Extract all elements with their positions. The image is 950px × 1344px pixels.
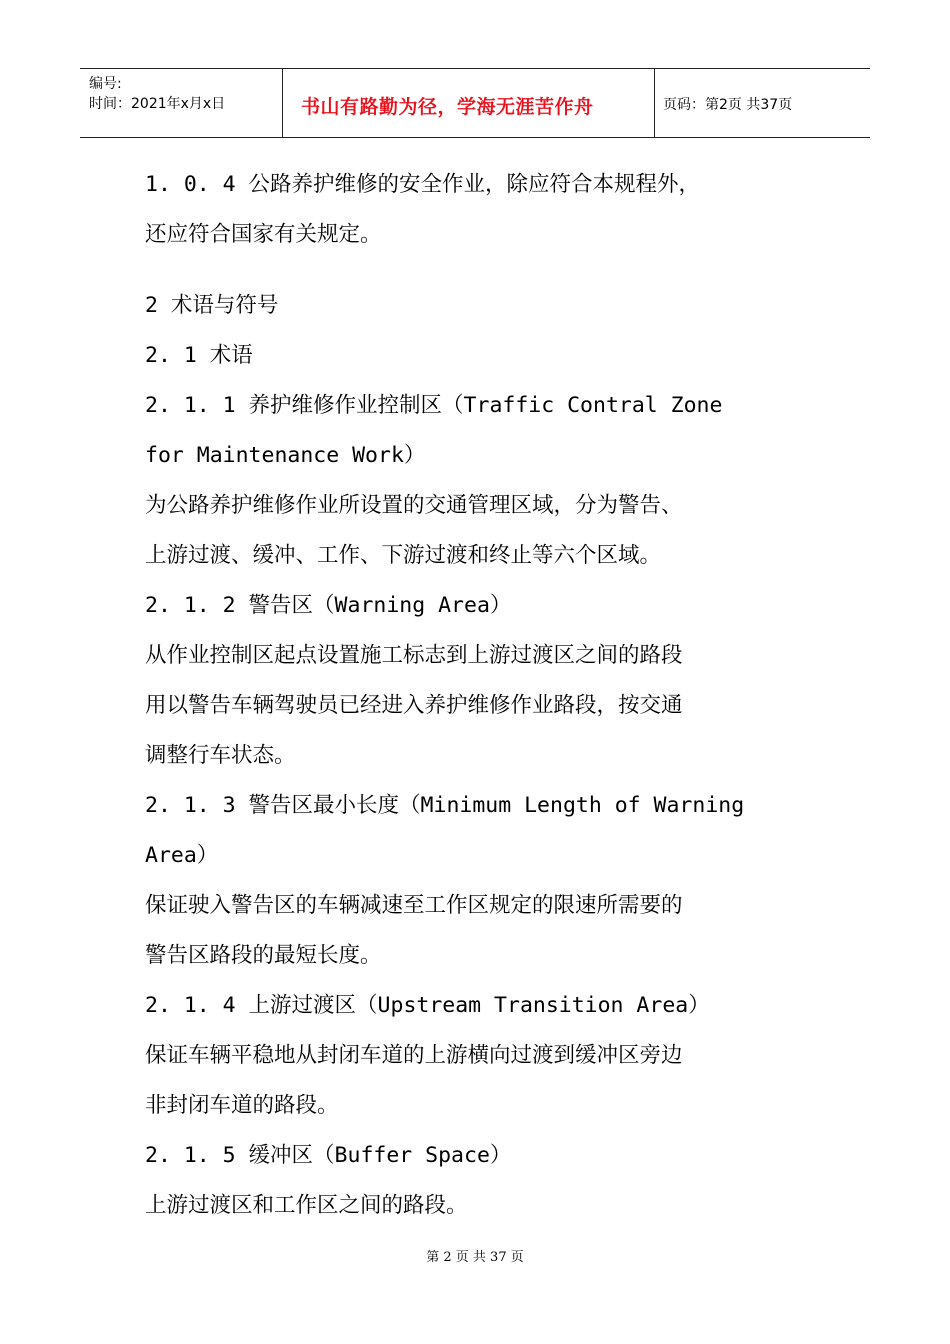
text-line: 还应符合国家有关规定。 (145, 222, 382, 247)
term-heading: 2. 1. 4 上游过渡区（Upstream Transition Area） (145, 993, 710, 1018)
term-heading: 2. 1. 1 养护维修作业控制区（Traffic Contral Zone (145, 393, 723, 418)
document-body (145, 160, 825, 1231)
text-line: 用以警告车辆驾驶员已经进入养护维修作业路段，按交通 (145, 693, 683, 718)
header-page-cell (655, 69, 870, 137)
text-line: 为公路养护维修作业所设置的交通管理区域，分为警告、 (145, 493, 683, 518)
text-line: 调整行车状态。 (145, 743, 296, 768)
page-footer: 第 2 页 共 37 页 (426, 1250, 524, 1265)
header-meta-cell (80, 69, 283, 137)
header-page-info: 页码：第2页 共37页 (663, 97, 793, 113)
term-heading: for Maintenance Work） (145, 443, 426, 468)
term-heading: 2. 1. 2 警告区（Warning Area） (145, 593, 512, 618)
text-line: 1. 0. 4 公路养护维修的安全作业，除应符合本规程外， (145, 172, 701, 197)
subsection-heading: 2. 1 术语 (145, 343, 253, 368)
page-header (80, 68, 870, 138)
text-line: 保证车辆平稳地从封闭车道的上游横向过渡到缓冲区旁边 (145, 1043, 683, 1068)
term-heading: 2. 1. 3 警告区最小长度（Minimum Length of Warning (145, 793, 745, 818)
section-heading: 2 术语与符号 (145, 293, 279, 318)
text-line: 上游过渡、缓冲、工作、下游过渡和终止等六个区域。 (145, 543, 662, 568)
document-number-label: 编号: (89, 76, 122, 92)
text-line: 从作业控制区起点设置施工标志到上游过渡区之间的路段 (145, 643, 683, 668)
text-line: 非封闭车道的路段。 (145, 1093, 339, 1118)
term-heading: 2. 1. 5 缓冲区（Buffer Space） (145, 1143, 512, 1168)
term-heading: Area） (145, 843, 219, 868)
text-line: 上游过渡区和工作区之间的路段。 (145, 1193, 468, 1218)
document-date: 时间：2021年x月x日 (89, 96, 226, 112)
header-motto: 书山有路勤为径，学海无涯苦作舟 (301, 96, 594, 118)
header-motto-cell (283, 69, 655, 137)
text-line: 保证驶入警告区的车辆减速至工作区规定的限速所需要的 (145, 893, 683, 918)
text-line: 警告区路段的最短长度。 (145, 943, 382, 968)
